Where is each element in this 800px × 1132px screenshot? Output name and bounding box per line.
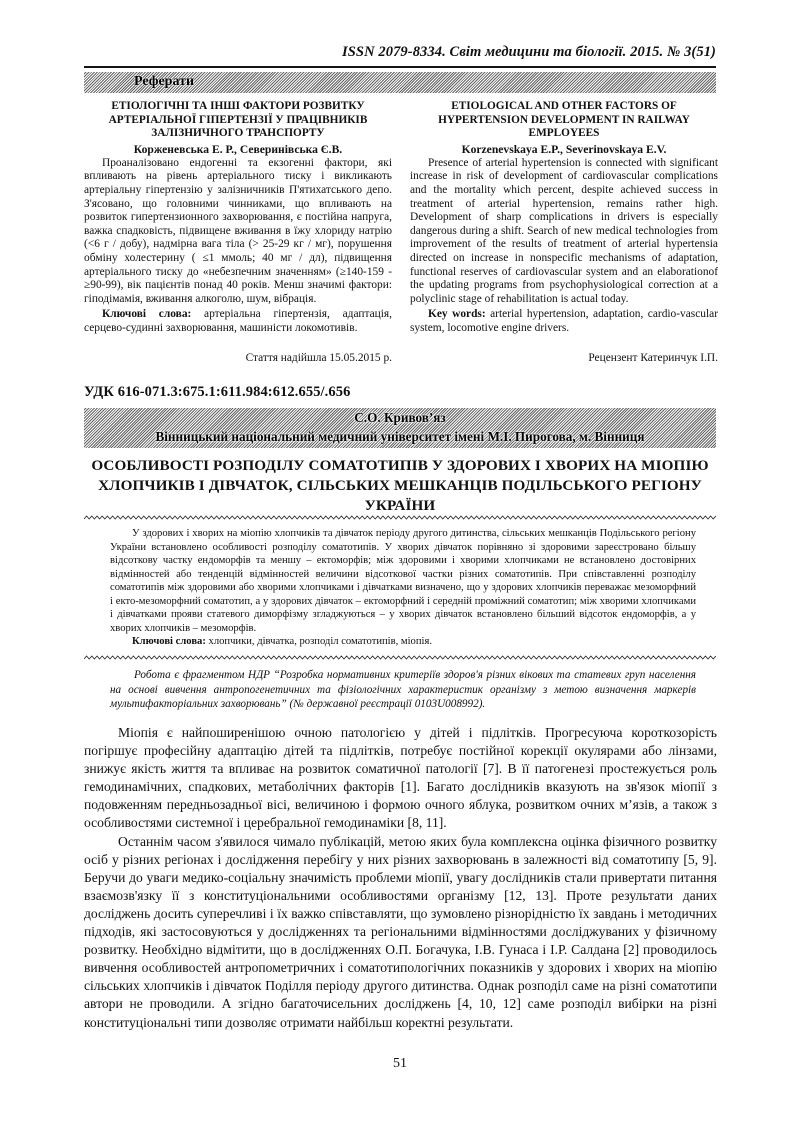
funding-note <box>110 668 696 712</box>
funding-note-text: Робота є фрагментом НДР “Розробка нормативних критеріїв здоров'я різних вікових та статевих груп населення на основі вивчення антропогенетичних та фізіологічних характеристик організму з метою визначення маркерів мультифакторіальних захворювань” (№ державної реєстрації 0103U008992). <box>110 669 696 710</box>
article-abstract-uk <box>110 527 696 649</box>
abstract-uk-authors: Корженевська Е. Р., Северинівська Є.В. <box>133 142 343 156</box>
running-head: ISSN 2079-8334. Світ медицини та біології. 2015. № 3(51) <box>342 44 716 60</box>
reviewer-note: Рецензент Катеринчук І.П. <box>588 352 718 364</box>
section-bar-referaty <box>84 72 716 93</box>
abstract-en-body: Presence of arterial hypertension is connected with significant increase in risk of development of cardiovascular complications and the mortality which percent, despite achieved success in treatment of arterial hypertension, remains rather high. Development of sharp complications in drivers is especially dangerous during a shift. Search of new medical technologies from improvement of the results of treatment of arterial hypertensia directed on increase in nonspecific mechanisms of adaptation, functional reserves of cardiovascular system and an elaborationof the updating programs from psychophysiological correction at a polyclinic stage of rehabilitation is actual today. <box>410 156 718 305</box>
article-title: ОСОБЛИВОСТІ РОЗПОДІЛУ СОМАТОТИПІВ У ЗДОРОВИХ І ХВОРИХ НА МІОПІЮ ХЛОПЧИКІВ І ДІВЧАТОК, СІЛЬСЬКИХ МЕШКАНЦІВ ПОДІЛЬСЬКОГО РЕГІОНУ УКРАЇНИ <box>91 457 709 514</box>
section-bar-label: Реферати <box>134 74 195 89</box>
article-abstract-text: У здорових і хворих на міопію хлопчиків та дівчаток періоду другого дитинства, сільських мешканців Подільського регіону України встановлено особливості розподілу соматотипів. У хворих дівчаток порівняно зі здоровими зареєстровано більшу відсоткову частку ендоморфів та меншу – ектоморфів; між здоровими і хворими хлопчиками не встановлено достовірних відмінностей або тенденцій відмінностей величини відсоткової частки різних соматотипів. При співставленні розподілу соматотипів між здоровими або хворими хлопчиками і дівчатками визначено, що у здорових хлопчиків переважає мезоморфний і екто-мезоморфний соматотип, а у здорових дівчаток – ектоморфний і середній проміжний соматотип; між хворими хлопчиками і дівчатками прояви статевого диморфізму згладжуються – у хворих дівчаток встановлено більший відсоток ендоморфів, а у хворих хлопчиків – мезоморфів. <box>110 528 696 634</box>
running-head-rule <box>84 66 716 68</box>
abstract-uk-title: ЕТІОЛОГІЧНІ ТА ІНШІ ФАКТОРИ РОЗВИТКУ АРТЕРІАЛЬНОЇ ГІПЕРТЕНЗІЇ У ПРАЦІВНИКІВ ЗАЛІЗНИЧНОГО ТРАНСПОРТУ <box>108 100 368 140</box>
abstract-uk-body: Проаналізовано ендогенні та екзогенні фактори, які впливають на рівень артеріального тиску і викликають артеріальну гіпертензію у залізничників П'ятихатського депо. З'ясовано, що головними чинниками, що впливають на розвиток гипертензионного захворювання, є постійна напруга, важка спадковість, підвищене вживання в їжу хлориду натрію (<6 г / добу), надмірна вага тіла (> 25-29 кг / мг), порушення обміну холестерину ( ≤1 ммоль; 40 мг / дл), підвищення артеріального тиску до «небезпечним значенням» (≥140-159 - ≥90-99), вік пацієнтів понад 40 років. Менш значимі фактори: гіподімамія, вживання алкоголю, шум, вібрація. <box>84 156 392 305</box>
abstract-uk-keywords-text: артеріальна гіпертензія, адаптація, серцево-судинні захворювання, машиністи локомотивів. <box>84 308 392 334</box>
page-number: 51 <box>393 1056 407 1071</box>
abstract-column-uk <box>84 100 392 336</box>
abstract-en-keywords-text: arterial hypertension, adaptation, cardio-vascular system, locomotive engine drivers. <box>410 308 718 334</box>
abstract-column-en <box>410 100 718 336</box>
abstract-en-keywords <box>410 308 718 335</box>
article-author-band <box>84 408 716 448</box>
body-paragraph-2: Останнім часом з'явилося чимало публікацій, метою яких була комплексна оцінка фізичного розвитку осіб у різних регіонах і дослідження перебігу у них різних захворювань в залежності від соматотипу [5, 9]. Беручи до уваги медико-соціальну значимість проблеми міопії, увагу дослідників стали привертати питання взаємозв'язку її з конституціональними особливостями організму [12, 13]. Проте результати даних досліджень досить суперечливі і їх важко співставляти, що зумовлено різнорідністю їх завдань і методичних підходів, які застосовуються у дослідженнях та регіональними відмінностями досліджуваних у фізичному розвитку. Необхідно відмітити, що в дослідженнях О.П. Богачука, І.В. Гунаса і І.Р. Салдана [2] проводилось вивчення особливостей антропометричних і соматотипологічних показників у здорових і хворих на міопію сільських хлопчиків і дівчаток Поділля періоду другого дитинства. Однак розподіл саме на різні соматотипи автори не проводили. А згідно багаточисельних досліджень [4, 10, 12] саме розподіл вибірки на різні конституціональні типи дозволяє отримати найбільш коректні результати. <box>84 833 717 1030</box>
article-body <box>84 724 717 1032</box>
abstracts-two-column <box>84 100 718 336</box>
submitted-date: Стаття надійшла 15.05.2015 р. <box>245 352 392 364</box>
abstract-uk-keywords-label: Ключові слова: <box>102 308 192 321</box>
abstract-uk-keywords <box>84 308 392 335</box>
article-keywords-text: хлопчики, дівчатка, розподіл соматотипів, міопія. <box>208 636 432 647</box>
udc-code: УДК 616-071.3:675.1:611.984:612.655/.656 <box>84 384 351 400</box>
body-paragraph-1: Міопія є найпоширенішою очною патологією у дітей і підлітків. Прогресуюча короткозорість погіршує професійну адаптацію дітей та підлітків, потребує постійної корекції окулярами або лінзами, знижує якість життя та впливає на розвиток соматичної патології [7]. В її патогенезі простежується роль гемодинамічних, спадкових, метаболічних факторів [1]. Багато дослідників вказують на зв'язок міопії з подовженням передньозадньої вісі, величиною і формою очного яблука, розвитком очних м’язів, а також з особливостями системної і церебральної гемодинаміки [8, 11]. <box>84 725 717 831</box>
abstract-en-authors: Korzenevskaya E.P., Severinovskaya E.V. <box>461 142 667 156</box>
article-keywords-label: Ключові слова: <box>132 636 206 647</box>
wavy-rule-bottom <box>84 655 716 661</box>
article-abstract-keywords <box>110 635 696 649</box>
article-author: С.О. Кривов’яз <box>354 410 446 425</box>
abstract-en-title: ETIOLOGICAL AND OTHER FACTORS OF HYPERTENSION DEVELOPMENT IN RAILWAY EMPLOYEES <box>438 100 690 140</box>
article-affiliation: Вінницький національний медичний університет імені М.І. Пирогова, м. Вінниця <box>155 429 645 444</box>
abstract-en-keywords-label: Key words: <box>428 308 486 321</box>
wavy-rule-top <box>84 515 716 521</box>
